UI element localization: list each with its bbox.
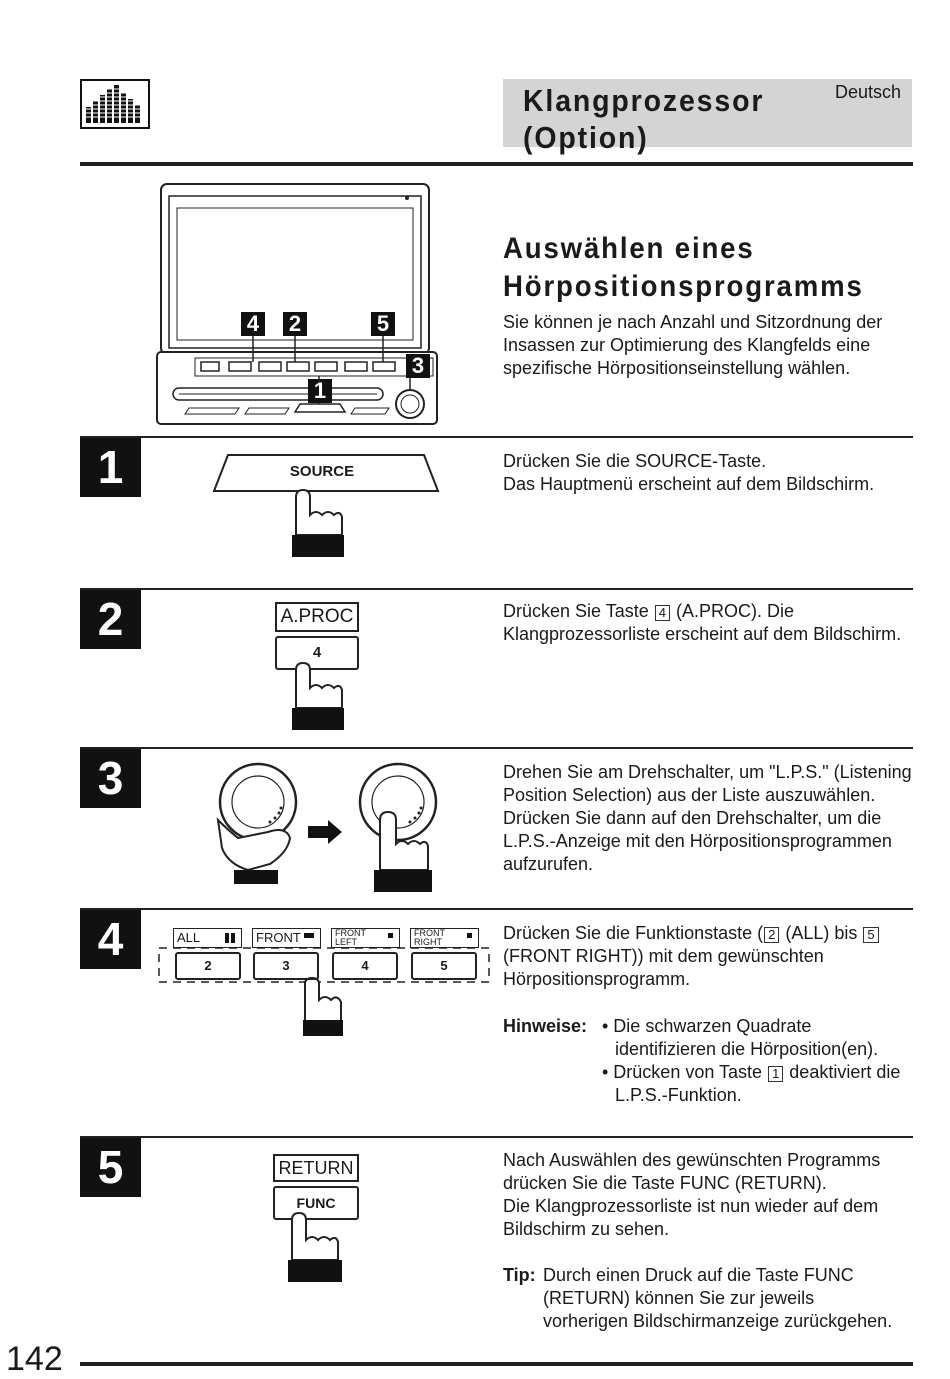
step-4-text (503, 922, 915, 991)
softkey-front-right-line2: RIGHT (414, 937, 442, 947)
key-box: 1 (768, 1066, 783, 1082)
step-divider (80, 908, 913, 910)
lps-indicator-icon (225, 933, 235, 943)
softkeys-illustration (157, 926, 491, 1038)
step-4-text-b: (ALL) bis (780, 923, 863, 943)
softkey-front-right-label (410, 928, 479, 948)
softkey-5[interactable]: 5 (411, 952, 477, 980)
softkey-3[interactable]: 3 (253, 952, 319, 980)
step-5-text (503, 1149, 915, 1241)
step-number: 3 (80, 749, 141, 808)
section-intro: Sie können je nach Anzahl und Sitzordnung der Insassen zur Optimierung des Klangfelds eine spezifische Hörpositionseinstellung wählen. (503, 312, 883, 378)
section-title-line2: Hörpositionsprogramms (503, 270, 864, 303)
page-title (523, 82, 764, 156)
tip-text: Durch einen Druck auf die Taste FUNC (RETURN) können Sie zur jeweils vorherigen Bildschirmanzeige zurückgehen. (543, 1265, 893, 1331)
step-divider (80, 1136, 913, 1138)
step-2-text-pre: Drücken Sie Taste (503, 601, 654, 621)
step-divider (80, 588, 913, 590)
lps-indicator-icon (304, 933, 314, 938)
callout-badge: 4 (241, 312, 265, 336)
page-title-line2: (Option) (523, 120, 649, 155)
hint-2 (602, 1061, 915, 1107)
return-screen-label: RETURN (273, 1154, 359, 1182)
source-button-label: SOURCE (289, 463, 355, 480)
source-button-illustration (212, 453, 442, 559)
step-5-text-line1: Nach Auswählen des gewünschten Programms drücken Sie die Taste FUNC (RETURN). (503, 1150, 881, 1193)
step-number: 5 (80, 1138, 141, 1197)
header-rule (80, 162, 913, 166)
softkey-front-right-line1: FRONT (414, 928, 445, 938)
rotary-knob-illustration (208, 760, 448, 896)
key-box: 5 (863, 927, 878, 943)
callout-badge: 2 (283, 312, 307, 336)
step-1-text-line1: Drücken Sie die SOURCE-Taste. (503, 451, 767, 471)
step-3-text: Drehen Sie am Drehschalter, um "L.P.S." (Listening Position Selection) aus der Liste auszuwählen. Drücken Sie dann auf den Drehschalter, um die L.P.S.-Anzeige mit den Hörpositionsprogrammen aufzurufen. (503, 762, 912, 874)
softkey-all-label (173, 928, 242, 948)
softkey-front-label (252, 928, 321, 948)
key-box: 4 (655, 605, 670, 621)
footer-rule (80, 1362, 913, 1366)
lps-indicator-icon (388, 933, 393, 938)
step-2-text-post: (A.PROC). Die Klangprozessorliste erscheint auf dem Bildschirm. (503, 601, 902, 644)
softkey-front-left-line1: FRONT (335, 928, 366, 938)
step-number: 4 (80, 910, 141, 969)
hint-2-pre: • Drücken von Taste (602, 1062, 768, 1082)
callout-badge: 1 (308, 379, 332, 403)
lps-indicator-icon (467, 933, 472, 938)
aproc-key: 4 (275, 636, 359, 670)
step-number: 2 (80, 590, 141, 649)
softkey-front-left-line2: LEFT (335, 937, 358, 947)
step-number: 1 (80, 438, 141, 497)
head-unit-illustration (155, 182, 440, 432)
softkey-front-left-label (331, 928, 400, 948)
hint-2-post: deaktiviert die L.P.S.-Funktion. (615, 1062, 901, 1105)
aproc-button-illustration (272, 602, 364, 732)
step-1-text-line2: Das Hauptmenü erscheint auf dem Bildschirm. (503, 474, 875, 494)
hint-1: • Die schwarzen Quadrate identifizieren die Hörposition(en). (602, 1016, 879, 1059)
softkey-all-text: ALL (177, 930, 201, 945)
softkey-front-text: FRONT (256, 930, 301, 945)
key-box: 2 (764, 927, 779, 943)
hint-label: Hinweise: (503, 1016, 588, 1036)
page-title-line1: Klangprozessor (523, 83, 765, 118)
softkey-4[interactable]: 4 (332, 952, 398, 980)
equalizer-bars-icon (80, 79, 150, 129)
language-label: Deutsch (835, 82, 902, 102)
step-4-text-c: (FRONT RIGHT)) mit dem gewünschten Hörpositionsprogramm. (503, 946, 824, 989)
section-title (503, 230, 864, 306)
func-key: FUNC (273, 1186, 359, 1220)
step-divider (80, 436, 913, 438)
func-button-illustration (270, 1154, 362, 1284)
page-number: 142 (6, 1340, 63, 1378)
aproc-screen-label: A.PROC (275, 602, 359, 632)
step-4-text-a: Drücken Sie die Funktionstaste ( (503, 923, 764, 943)
callout-badge: 5 (371, 312, 395, 336)
step-divider (80, 747, 913, 749)
tip-label: Tip: (503, 1265, 536, 1285)
callout-badge: 3 (406, 354, 430, 378)
section-title-line1: Auswählen eines (503, 232, 755, 265)
step-1-text (503, 450, 915, 496)
softkey-2[interactable]: 2 (175, 952, 241, 980)
step-2-text (503, 600, 915, 646)
step-5-text-line2: Die Klangprozessorliste ist nun wieder auf dem Bildschirm zu sehen. (503, 1196, 879, 1239)
